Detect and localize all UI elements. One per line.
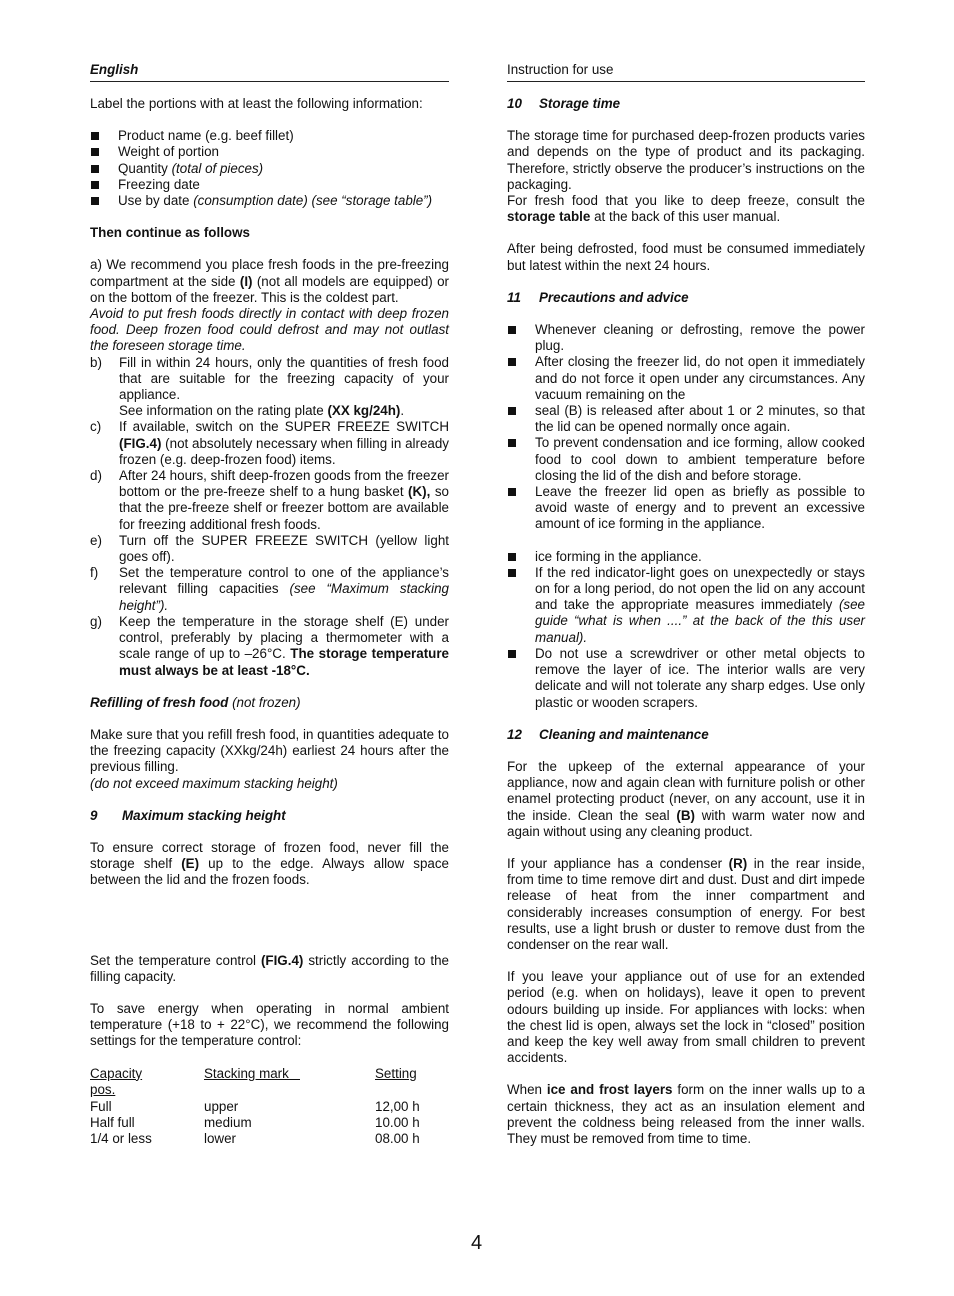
temperature-control-text: Set the temperature control (FIG.4) strictly according to the filling capacity. — [90, 952, 449, 984]
right-column — [507, 62, 865, 1163]
list-item: Freezing date — [90, 177, 449, 193]
list-item: ice forming in the appliance. — [507, 549, 865, 565]
refill-note: (do not exceed maximum stacking height) — [90, 775, 338, 791]
advice-list-2 — [507, 549, 865, 711]
table-cell: Full — [90, 1098, 112, 1114]
list-item: If the red indicator-light goes on unexpectedly or stays on for a long period, do not open the lid on any account and take the appropriate measures immediately (see guide “what is when ....” at the back of the this user manual). — [507, 565, 865, 646]
language-header: English — [90, 62, 449, 82]
list-item: seal (B) is released after about 1 or 2 minutes, so that the lid can be opened normally once again. — [507, 403, 865, 435]
list-item: Leave the freezer lid open as briefly as possible to avoid waste of energy and to prevent an excessive amount of ice forming in the appliance. — [507, 484, 865, 533]
storage-text-1: The storage time for purchased deep-frozen products varies and depends on the type of product and its packaging. Therefore, strictly observe the producer’s instructions on the packaging. — [507, 128, 865, 192]
steps-list — [90, 355, 449, 679]
table-header-capacity: Capacity — [90, 1065, 143, 1081]
section-10-heading: 10 Storage time — [507, 96, 621, 111]
list-item: After closing the freezer lid, do not open it immediately and do not force it open under any circumstances. Any vacuum remaining on the — [507, 354, 865, 403]
label-info-list — [90, 128, 449, 209]
table-header-setting: Setting — [375, 1065, 417, 1081]
cleaning-text-1: For the upkeep of the external appearance of your appliance, now and again clean with furniture polish or other enamel protecting product (never, on any account, use it in the inside. Clean the seal (B) with warm water now and again without using any cleaning product. — [507, 758, 866, 839]
table-cell: Half full — [90, 1114, 135, 1130]
list-item: Weight of portion — [90, 144, 449, 160]
advice-list-1 — [507, 322, 865, 533]
continue-heading: Then continue as follows — [90, 225, 250, 241]
list-item: Use by date (consumption date) (see “storage table”) — [90, 193, 449, 209]
table-cell: 12,00 h — [375, 1098, 420, 1114]
step-b: b) Fill in within 24 hours, only the quantities of fresh food that are suitable for the freezing capacity of your appliance. See information on the rating plate (XX kg/24h). — [90, 354, 449, 419]
list-item: Do not use a screwdriver or other metal objects to remove the layer of ice. The interior walls are very delicate and will not tolerate any sharp edges. Use only plastic or wooden scrapers. — [507, 646, 865, 711]
defrost-text: After being defrosted, food must be consumed immediately but latest within the next 24 hours. — [507, 241, 865, 273]
table-cell: 10.00 h — [375, 1114, 420, 1130]
refill-text: Make sure that you refill fresh food, in quantities adequate to the freezing capacity (XXkg/24h) earliest 24 hours after the previous filling. — [90, 726, 449, 775]
list-item: Product name (e.g. beef fillet) — [90, 128, 449, 144]
step-c: c) If available, switch on the SUPER FREEZE SWITCH (FIG.4) (not absolutely necessary when filling in already frozen (e.g. deep-frozen food) items. — [90, 419, 449, 467]
step-a: a) We recommend you place fresh foods in the pre-freezing compartment at the side (I) (not all models are equipped) or on the bottom of the freezer. This is the coldest part. — [90, 257, 449, 305]
storage-text-2: For fresh food that you like to deep freeze, consult the storage table at the back of this user manual. — [507, 193, 865, 225]
refill-heading: Refilling of fresh food (not frozen) — [90, 694, 301, 710]
settings-table — [90, 1066, 449, 1148]
cleaning-text-2: If your appliance has a condenser (R) in the rear inside, from time to time remove dirt and dust. Dust and dirt impede release of heat from the inner compartment and considerably increases consumption of energy. For best results, use a light brush or duster to remove dust from the condenser on the rear wall. — [507, 855, 865, 952]
table-cell: lower — [204, 1130, 236, 1146]
spacer — [90, 905, 449, 953]
list-item: To prevent condensation and ice forming, allow cooked food to cool down to ambient temperature before closing the lid of the dish and before storage. — [507, 435, 865, 484]
document-header: Instruction for use — [507, 62, 865, 82]
list-item: Whenever cleaning or defrosting, remove the power plug. — [507, 322, 865, 354]
step-f: f) Set the temperature control to one of the appliance’s relevant filling capacities (see “Maximum stacking height”). — [90, 565, 449, 613]
section-9-heading: 9 Maximum stacking height — [90, 807, 286, 823]
cleaning-text-3: If you leave your appliance out of use for an extended period (e.g. when on holidays), leave it open to prevent odours building up inside. For appliances with locks: when the chest lid is open, always set the lock in “closed” position and keep the key well away from small children to prevent accidents. — [507, 969, 865, 1066]
list-item: Quantity (total of pieces) — [90, 161, 449, 177]
table-cell: 08.00 h — [375, 1130, 420, 1146]
step-d: d) After 24 hours, shift deep-frozen goods from the freezer bottom or the pre-freeze shelf to a hung basket (K), so that the pre-freeze shelf or freezer bottom are available for freezing additional fresh foods. — [90, 468, 449, 532]
table-header-capacity-pos: pos. — [90, 1081, 116, 1097]
table-cell: 1/4 or less — [90, 1130, 152, 1146]
step-g: g) Keep the temperature in the storage shelf (E) under control, preferably by placing a thermometer with a scale range of up to –26°C. The storage temperature must always be at least -18°C. — [90, 613, 450, 678]
section-12-heading: 12 Cleaning and maintenance — [507, 726, 709, 742]
step-a-note: Avoid to put fresh foods directly in contact with deep frozen food. Deep frozen food could defrost and may not outlast the foreseen storage time. — [90, 306, 449, 354]
page-number: 4 — [471, 1232, 483, 1254]
section-9-text: To ensure correct storage of frozen food, never fill the storage shelf (E) up to the edge. Always allow space between the lid and the frozen foods. — [90, 839, 450, 888]
cleaning-text-4: When ice and frost layers form on the inner walls up to a certain thickness, they act as an insulation element and prevent the coldness being released from the inner walls. They must be removed from time to time. — [507, 1082, 866, 1146]
left-column — [90, 62, 449, 1148]
energy-text: To save energy when operating in normal ambient temperature (+18 to + 22°C), we recommend the following settings for the temperature control: — [90, 1000, 449, 1049]
table-cell: medium — [204, 1114, 252, 1130]
step-e: e) Turn off the SUPER FREEZE SWITCH (yellow light goes off). — [90, 532, 449, 565]
table-cell: upper — [204, 1098, 239, 1114]
section-11-heading: 11 Precautions and advice — [507, 289, 689, 305]
table-header-stacking: Stacking mark — [204, 1065, 300, 1081]
label-intro: Label the portions with at least the following information: — [90, 96, 423, 111]
